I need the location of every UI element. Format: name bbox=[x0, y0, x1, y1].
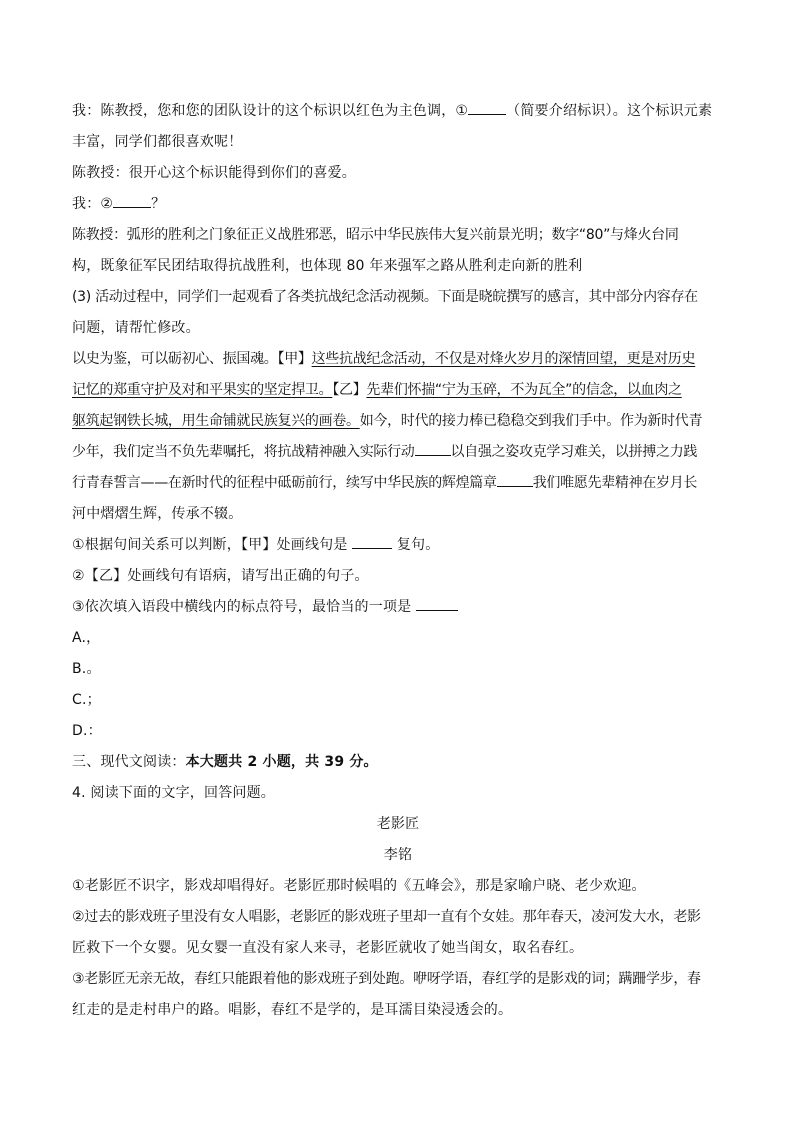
dialogue-text: 我：陈教授，您和您的团队设计的这个标识以红色为主色调，① bbox=[72, 103, 469, 119]
dialogue-text: ？ bbox=[151, 196, 166, 212]
passage-line bbox=[72, 468, 724, 499]
sub-question-text: ③依次填入语段中横线内的标点符号，最恰当的一项是 bbox=[72, 599, 416, 615]
passage-line bbox=[72, 406, 724, 437]
document-page bbox=[72, 96, 724, 1026]
sub-question-text: ①根据句间关系可以判断，【甲】处画线句是 bbox=[72, 537, 353, 553]
passage-line bbox=[72, 499, 724, 530]
paragraph-text: 匠救下一个女婴。见女婴一直没有家人来寻，老影匠就收了她当闺女，取名春红。 bbox=[72, 940, 584, 956]
story-paragraph-3 bbox=[72, 964, 724, 995]
sub-question-text: 复句。 bbox=[392, 537, 440, 553]
paragraph-text: ②过去的影戏班子里没有女人唱影，老影匠的影戏班子里却一直有个女娃。那年春天，凌河发大水，老影 bbox=[72, 909, 701, 925]
section-heading-title: 三、现代文阅读： bbox=[72, 754, 186, 770]
dialogue-text: 陈教授：很开心这个标识能得到你们的喜爱。 bbox=[72, 165, 356, 181]
passage-text: 以史为鉴，可以砺初心、振国魂。【甲】 bbox=[72, 351, 312, 367]
option-a[interactable] bbox=[72, 623, 724, 654]
punctuation-blank-1[interactable] bbox=[415, 440, 451, 456]
passage-line bbox=[72, 437, 724, 468]
option-d-label: D.： bbox=[72, 723, 102, 739]
passage-text: 少年，我们定当不负先辈嘱托，将抗战精神融入实际行动 bbox=[72, 444, 415, 460]
paragraph-text: ①老影匠不识字，影戏却唱得好。老影匠那时候唱的《五峰会》，那是家喻户晓、老少欢迎。 bbox=[72, 878, 646, 894]
story-paragraph-2-cont bbox=[72, 933, 724, 964]
answer-blank-4[interactable] bbox=[416, 595, 458, 611]
underlined-sentence-jia: 这些抗战纪念活动，不仅是对烽火岁月的深情回望，更是对历史 bbox=[311, 351, 696, 367]
paragraph-text: 红走的是走村串户的路。唱影，春红不是学的，是耳濡目染浸透会的。 bbox=[72, 1002, 513, 1018]
sub-question bbox=[72, 530, 724, 561]
story-title-text: 老影匠 bbox=[376, 816, 420, 832]
passage-text: 我们唯愿先辈精神在岁月长 bbox=[532, 475, 698, 491]
story-paragraph-3-cont bbox=[72, 995, 724, 1026]
option-b-label: B.。 bbox=[72, 661, 101, 677]
punctuation-blank-2[interactable] bbox=[497, 471, 533, 487]
underlined-sentence-jia: 记忆的郑重守护及对和平果实的坚定捍卫。 bbox=[72, 382, 333, 398]
underlined-sentence-yi: 先辈们怀揣“宁为玉碎，不为瓦全”的信念，以血肉之 bbox=[366, 382, 682, 398]
option-b[interactable] bbox=[72, 654, 724, 685]
dialogue-text: （简要介绍标识）。这个标识元素 bbox=[506, 103, 713, 119]
option-d[interactable] bbox=[72, 716, 724, 747]
story-title bbox=[72, 809, 724, 840]
story-author-text: 李铭 bbox=[383, 847, 413, 863]
option-c-label: C.； bbox=[72, 692, 101, 708]
passage-text: 【乙】 bbox=[332, 382, 367, 398]
answer-blank-3[interactable] bbox=[352, 533, 392, 549]
dialogue-line bbox=[72, 189, 724, 220]
question-line bbox=[72, 313, 724, 344]
story-paragraph-1 bbox=[72, 871, 724, 902]
dialogue-line bbox=[72, 251, 724, 282]
dialogue-line bbox=[72, 96, 724, 127]
sub-question-text: ②【乙】处画线句有语病，请写出正确的句子。 bbox=[72, 568, 369, 584]
passage-text: 河中熠熠生辉，传承不辍。 bbox=[72, 506, 243, 522]
dialogue-text: 丰富，同学们都很喜欢呢！ bbox=[72, 134, 243, 150]
answer-blank-1[interactable] bbox=[468, 99, 506, 115]
story-author bbox=[72, 840, 724, 871]
question-text: (3) 活动过程中，同学们一起观看了各类抗战纪念活动视频。下面是晓皖撰写的感言，其中部分内容存在 bbox=[72, 289, 698, 305]
passage-text: 行青春誓言——在新时代的征程中砥砺前行，续写中华民族的辉煌篇章 bbox=[72, 475, 497, 491]
option-c[interactable] bbox=[72, 685, 724, 716]
question-4-text: 4. 阅读下面的文字，回答问题。 bbox=[72, 785, 276, 801]
sub-question bbox=[72, 561, 724, 592]
paragraph-text: ③老影匠无亲无故，春红只能跟着他的影戏班子到处跑。咿呀学语，春红学的是影戏的词；蹒跚学步，春 bbox=[72, 971, 701, 987]
question-line bbox=[72, 282, 724, 313]
passage-text: 以自强之姿攻克学习难关，以拼搏之力践 bbox=[450, 444, 698, 460]
passage-text: 如今，时代的接力棒已稳稳交到我们手中。作为新时代青 bbox=[359, 413, 703, 429]
passage-line bbox=[72, 375, 724, 406]
dialogue-line bbox=[72, 220, 724, 251]
dialogue-line bbox=[72, 127, 724, 158]
dialogue-text: 陈教授：弧形的胜利之门象征正义战胜邪恶，昭示中华民族伟大复兴前景光明；数字“80”与烽火台同 bbox=[72, 227, 679, 243]
story-paragraph-2 bbox=[72, 902, 724, 933]
question-text: 问题，请帮忙修改。 bbox=[72, 320, 200, 336]
question-4 bbox=[72, 778, 724, 809]
section-heading-note: 本大题共 2 小题，共 39 分。 bbox=[185, 754, 378, 770]
sub-question bbox=[72, 592, 724, 623]
answer-blank-2[interactable] bbox=[113, 192, 151, 208]
dialogue-line bbox=[72, 158, 724, 189]
underlined-sentence-yi: 躯筑起钢铁长城，用生命铺就民族复兴的画卷。 bbox=[72, 413, 360, 429]
passage-line bbox=[72, 344, 724, 375]
option-a-label: A.， bbox=[72, 630, 101, 646]
dialogue-text: 构，既象征军民团结取得抗战胜利，也体现 80 年来强军之路从胜利走向新的胜利 bbox=[72, 258, 583, 274]
section-heading bbox=[72, 747, 724, 778]
dialogue-text: 我：② bbox=[72, 196, 114, 212]
